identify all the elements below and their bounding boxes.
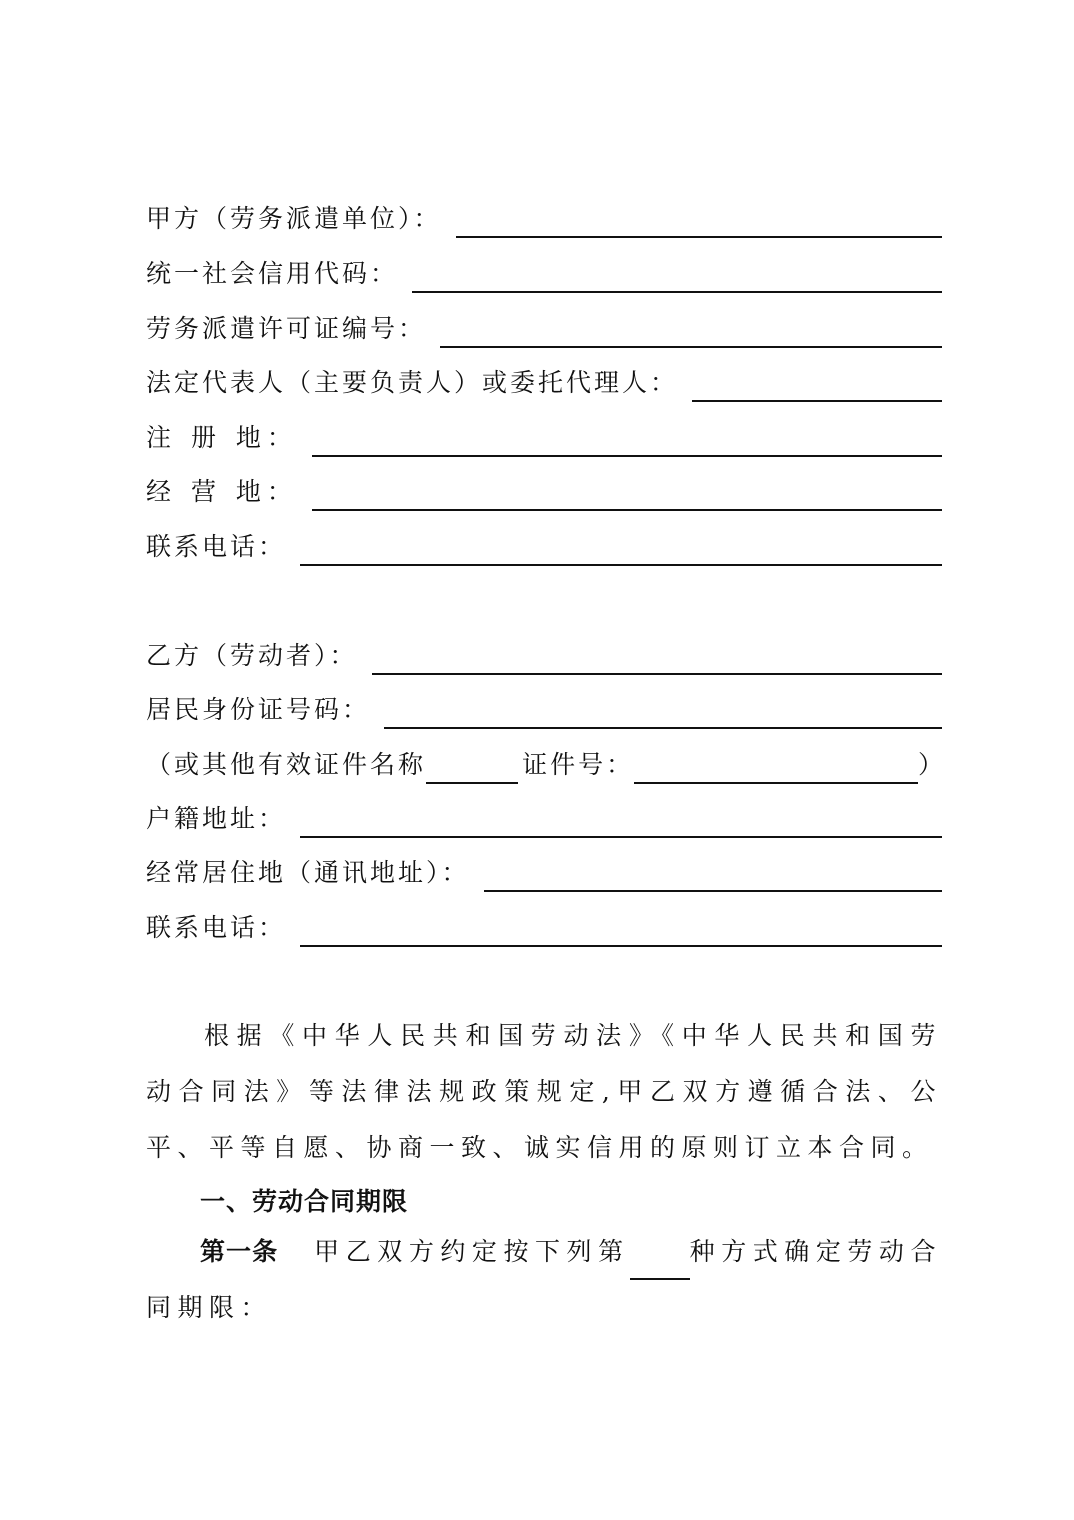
residence-blank[interactable] — [484, 860, 942, 892]
credit-code-label: 统一社会信用代码： — [146, 259, 399, 288]
party-a-name-field[interactable] — [146, 198, 942, 238]
registered-address-field[interactable] — [146, 417, 942, 457]
party-b-phone-field[interactable] — [146, 907, 942, 947]
residence-label: 经常居住地（通讯地址）： — [146, 858, 470, 887]
party-b-phone-blank[interactable] — [300, 915, 942, 947]
party-a-name-label: 甲方（劳务派遣单位）： — [146, 204, 442, 233]
business-address-field[interactable] — [146, 471, 942, 511]
license-number-field[interactable] — [146, 308, 942, 348]
household-address-blank[interactable] — [300, 806, 942, 838]
license-number-label: 劳务派遣许可证编号： — [146, 314, 427, 343]
registered-address-label: 注 册 地： — [146, 423, 298, 452]
other-id-number-blank[interactable] — [634, 752, 918, 784]
party-b-phone-label: 联系电话： — [146, 913, 287, 942]
residence-field[interactable] — [146, 852, 942, 892]
party-b-name-label: 乙方（劳动者）： — [146, 641, 358, 670]
legal-rep-blank[interactable] — [692, 370, 942, 402]
id-number-field[interactable] — [146, 689, 942, 729]
article-1-text-before: 甲乙双方约定按下列第 — [314, 1237, 630, 1266]
license-number-blank[interactable] — [440, 316, 942, 348]
party-b-name-field[interactable] — [146, 635, 942, 675]
household-address-field[interactable] — [146, 798, 942, 838]
legal-rep-field[interactable] — [146, 362, 942, 402]
article-1-paragraph — [146, 1224, 942, 1336]
other-id-name-blank[interactable] — [426, 752, 518, 784]
credit-code-field[interactable] — [146, 253, 942, 293]
party-a-phone-label: 联系电话： — [146, 532, 287, 561]
section-heading: 一、劳动合同期限 — [200, 1187, 409, 1216]
other-id-name-label: （或其他有效证件名称 — [146, 750, 427, 779]
party-a-phone-blank[interactable] — [300, 534, 942, 566]
other-id-field[interactable] — [146, 744, 946, 784]
id-number-label: 居民身份证号码： — [146, 695, 371, 724]
id-number-blank[interactable] — [384, 697, 942, 729]
other-id-number-label: 证件号： — [522, 750, 635, 779]
legal-rep-label: 法定代表人（主要负责人）或委托代理人： — [146, 368, 679, 397]
article-1-blank[interactable] — [630, 1254, 690, 1280]
article-1-text-after: 种方式确定劳动合同期限： — [146, 1237, 942, 1322]
article-1-label: 第一条 — [200, 1237, 279, 1266]
other-id-close-paren: ） — [917, 750, 946, 779]
credit-code-blank[interactable] — [412, 261, 942, 293]
business-address-blank[interactable] — [312, 479, 942, 511]
party-a-phone-field[interactable] — [146, 526, 942, 566]
registered-address-blank[interactable] — [312, 425, 942, 457]
party-a-name-blank[interactable] — [456, 206, 942, 238]
business-address-label: 经 营 地： — [146, 477, 298, 506]
household-address-label: 户籍地址： — [146, 804, 287, 833]
preamble-paragraph: 根据《中华人民共和国劳动法》《中华人民共和国劳动合同法》等法律法规政策规定,甲乙双方遵循合法、公平、平等自愿、协商一致、诚实信用的原则订立本合同。 — [146, 1021, 942, 1162]
party-b-name-blank[interactable] — [372, 643, 942, 675]
